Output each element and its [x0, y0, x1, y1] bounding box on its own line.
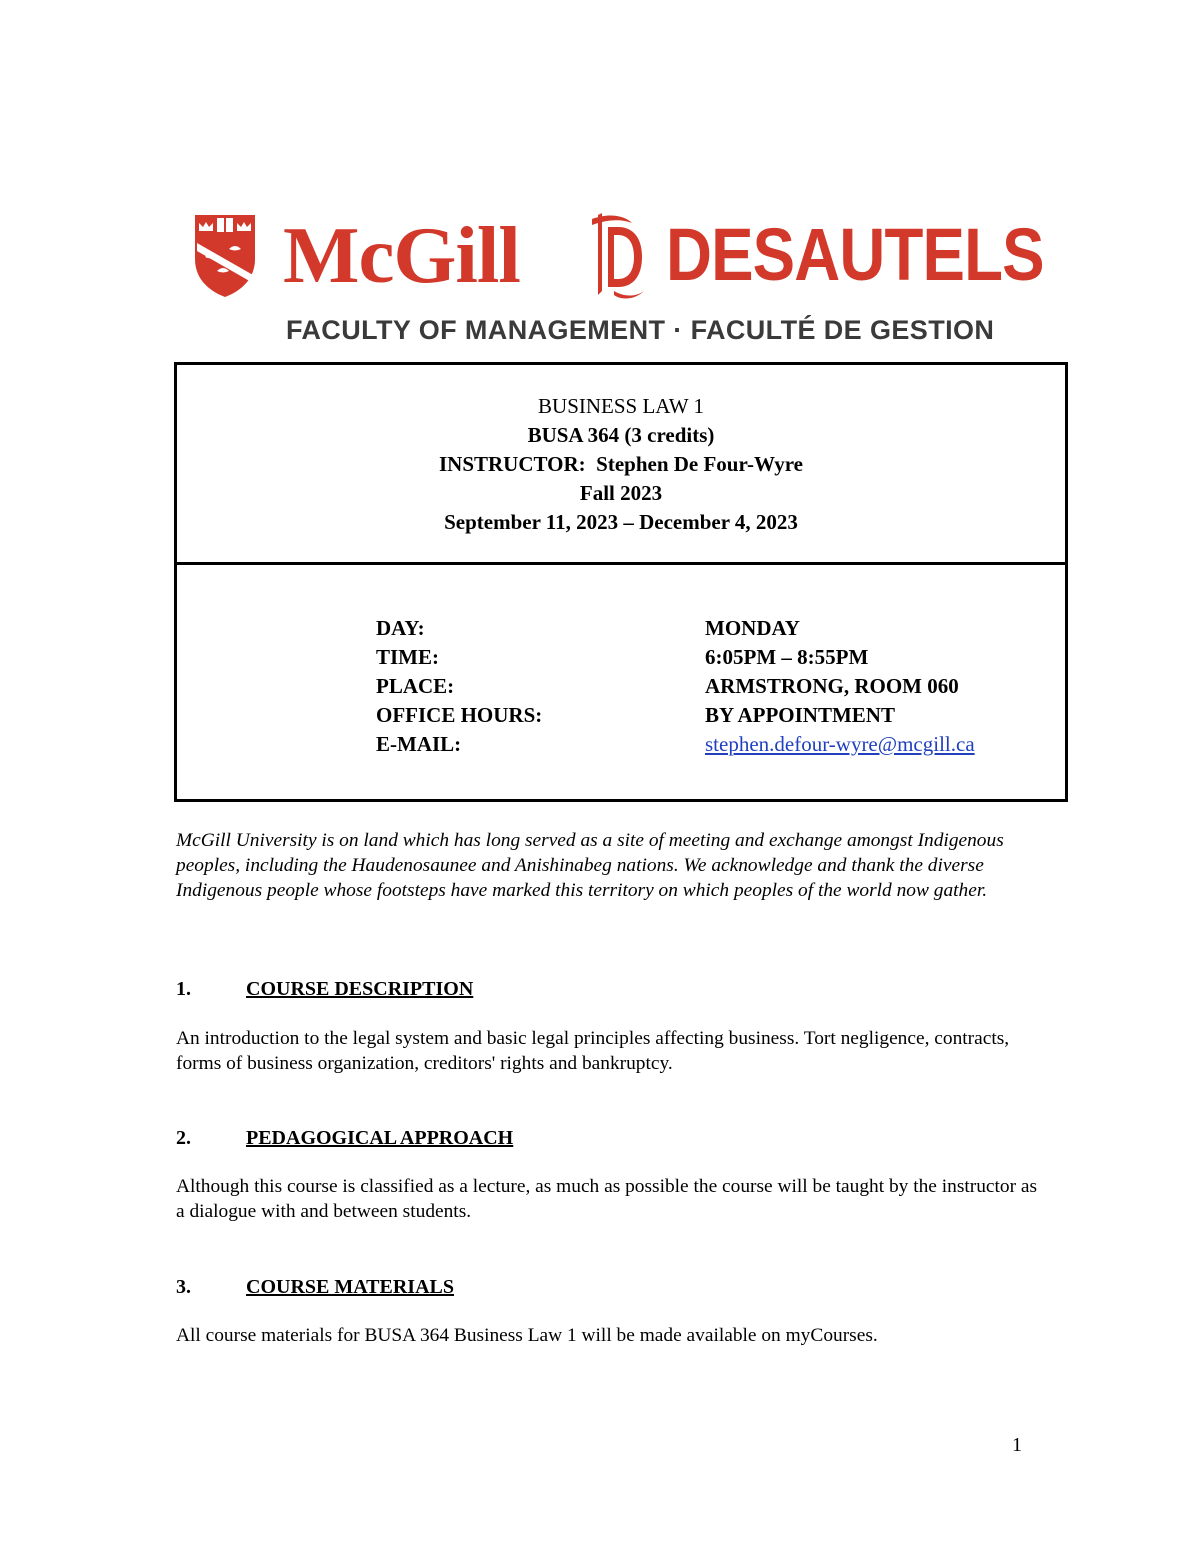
section-title: COURSE DESCRIPTION — [246, 978, 474, 1000]
desautels-wordmark: DESAUTELS — [666, 213, 1044, 296]
section-body-course-materials: All course materials for BUSA 364 Business Law 1 will be made available on myCourses. — [176, 1325, 878, 1346]
schedule-row-office-hours — [376, 701, 975, 730]
section-number: 3. — [176, 1276, 191, 1298]
schedule-value: BY APPOINTMENT — [705, 703, 895, 727]
instructor-line — [177, 450, 1065, 479]
section-body-pedagogical-approach: Although this course is classified as a lecture, as much as possible the course will be taught by the instructor as a dialogue with and between students. — [176, 1176, 1038, 1222]
schedule-label: E-MAIL: — [376, 732, 462, 756]
section-title: PEDAGOGICAL APPROACH — [246, 1127, 514, 1149]
schedule-value: ARMSTRONG, ROOM 060 — [705, 674, 959, 698]
course-term: Fall 2023 — [579, 481, 663, 505]
mcgill-desautels-logo — [190, 205, 1044, 355]
schedule-label: OFFICE HOURS: — [376, 703, 543, 727]
schedule-row-place — [376, 672, 975, 701]
schedule-label: DAY: — [376, 616, 425, 640]
course-title: BUSINESS LAW 1 — [538, 394, 704, 418]
instructor-name: Stephen De Four-Wyre — [596, 452, 804, 476]
section-heading-pedagogical-approach — [176, 1126, 513, 1150]
schedule-label: TIME: — [376, 645, 439, 669]
schedule-label: PLACE: — [376, 674, 455, 698]
section-number: 1. — [176, 978, 191, 1000]
schedule-value: 6:05PM – 8:55PM — [705, 645, 869, 669]
email-link[interactable]: stephen.defour-wyre@mcgill.ca — [705, 732, 975, 756]
mcgill-wordmark: McGill — [283, 210, 520, 300]
section-number: 2. — [176, 1127, 191, 1149]
course-code: BUSA 364 (3 credits) — [527, 423, 715, 447]
desautels-d-icon — [588, 211, 648, 299]
course-dates: September 11, 2023 – December 4, 2023 — [444, 510, 798, 534]
schedule-row-email — [376, 730, 975, 759]
schedule-value: MONDAY — [705, 616, 800, 640]
schedule-box — [174, 562, 1068, 802]
land-acknowledgement: McGill University is on land which has long served as a site of meeting and exchange amongst Indigenous peoples, including the Haudenosaunee and Anishinabeg nations. We acknowledge and thank the diverse Indigenous people whose footsteps have marked this territory on which peoples of the world now gather. — [176, 830, 1004, 901]
schedule-row-day — [376, 614, 975, 643]
schedule-row-time — [376, 643, 975, 672]
schedule-table — [376, 614, 975, 759]
page-number: 1 — [1012, 1434, 1022, 1456]
section-heading-course-materials — [176, 1275, 454, 1299]
mcgill-crest-icon — [193, 213, 257, 299]
section-heading-course-description — [176, 977, 473, 1001]
instructor-label: INSTRUCTOR: — [438, 452, 586, 476]
faculty-tagline: FACULTY OF MANAGEMENT · FACULTÉ DE GESTION — [286, 315, 995, 345]
course-header-box — [174, 362, 1068, 565]
section-body-course-description: An introduction to the legal system and basic legal principles affecting business. Tort negligence, contracts, forms of business organization, creditors' rights and bankruptcy. — [176, 1028, 1010, 1074]
section-title: COURSE MATERIALS — [246, 1276, 454, 1298]
